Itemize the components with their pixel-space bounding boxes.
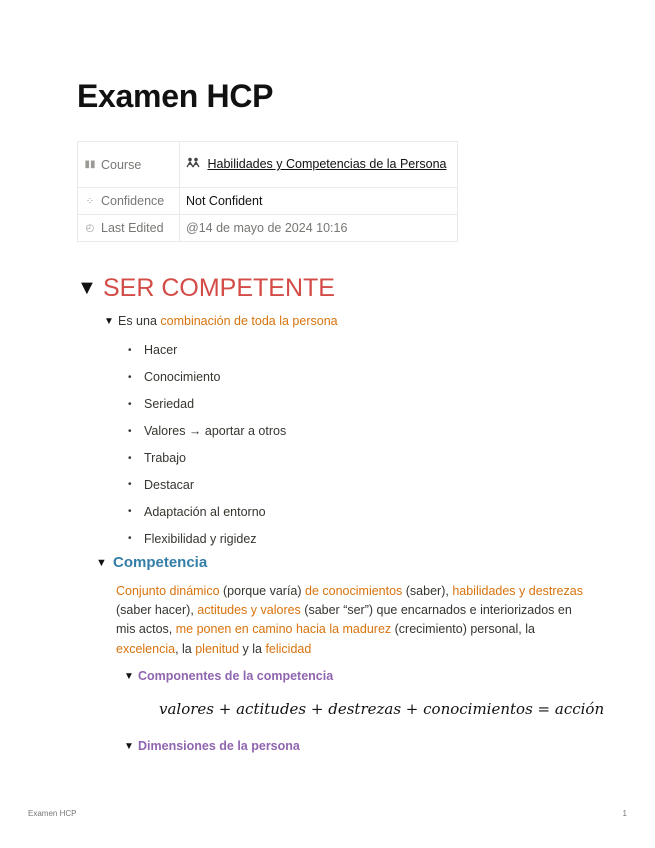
text-run: (saber hacer), — [116, 584, 587, 618]
page-number: 1 — [622, 809, 627, 818]
heading-text: Componentes de la competencia — [138, 669, 334, 683]
highlighted-text: habilidades y destrezas — [452, 584, 583, 598]
text-run: (porque varía) — [219, 584, 306, 598]
bullet-dot: • — [128, 452, 132, 464]
people-icon — [186, 157, 203, 171]
bullet-dot: • — [128, 533, 132, 545]
toggle-triangle-icon[interactable]: ▼ — [96, 556, 107, 569]
toggle-triangle-icon[interactable]: ▼ — [77, 277, 97, 299]
text-run: (crecimiento) personal, la — [391, 622, 539, 637]
confidence-value[interactable]: Not Confident — [186, 193, 263, 208]
text-run: y la — [239, 641, 266, 656]
book-icon: ▮▮ — [84, 159, 96, 170]
toggle-triangle-icon[interactable]: ▼ — [124, 740, 134, 752]
toggle-heading-dimensiones[interactable] — [124, 739, 300, 753]
toggle-heading-competencia[interactable] — [96, 554, 207, 571]
list-item — [126, 471, 286, 498]
highlighted-text: Conjunto dinámico — [116, 584, 220, 598]
list-item — [126, 525, 286, 552]
heading-text: SER COMPETENTE — [103, 274, 335, 302]
list-item-text: Hacer — [144, 343, 178, 358]
toggle-text: Es una — [118, 314, 161, 328]
highlighted-text: felicidad — [265, 641, 312, 656]
toggle-block[interactable] — [104, 314, 338, 328]
page-title: Examen HCP — [77, 78, 274, 114]
heading-text: Competencia — [113, 554, 208, 571]
text-run: , la — [175, 641, 196, 656]
list-item — [126, 498, 286, 525]
heading-text: Dimensiones de la persona — [138, 739, 300, 753]
bullet-dot: • — [128, 425, 132, 437]
formula: valores + actitudes + destrezas + conocimientos = acción — [159, 700, 605, 718]
property-row-last-edited — [78, 215, 458, 242]
footer-title: Examen HCP — [28, 809, 77, 818]
list-item-text: Trabajo — [144, 451, 186, 465]
highlighted-text: de conocimientos — [305, 584, 403, 598]
list-item — [126, 418, 286, 445]
bullet-dot: • — [128, 506, 132, 518]
list-item-text: Valores → aportar a otros — [144, 424, 287, 439]
bullet-list — [126, 337, 286, 552]
clock-icon: ◴ — [85, 222, 95, 234]
properties-table — [77, 141, 458, 242]
property-row-course — [78, 142, 458, 188]
list-item — [126, 391, 286, 418]
property-label: Course — [101, 157, 142, 172]
highlighted-text: me ponen en camino hacia la madurez — [175, 622, 392, 637]
list-item-text: Conocimiento — [144, 370, 221, 385]
property-label: Confidence — [101, 194, 165, 208]
highlighted-text: actitudes y valores — [197, 603, 301, 618]
toggle-heading-componentes[interactable] — [124, 669, 333, 683]
text-run: (saber), — [402, 584, 453, 598]
spinner-icon: ⁘ — [85, 195, 95, 207]
list-item-text: Seriedad — [144, 397, 195, 412]
competencia-paragraph — [116, 582, 586, 659]
highlighted-text: plenitud — [195, 641, 240, 656]
bullet-dot: • — [128, 344, 132, 356]
toggle-heading-ser-competente[interactable] — [77, 274, 335, 303]
bullet-dot: • — [128, 398, 132, 410]
toggle-highlight: combinación de toda la persona — [160, 314, 338, 328]
list-item-text: Destacar — [144, 477, 195, 492]
list-item-text: Flexibilidad y rigidez — [144, 531, 257, 546]
list-item-text: Adaptación al entorno — [144, 504, 266, 519]
property-label: Last Edited — [101, 221, 164, 235]
toggle-triangle-icon[interactable]: ▼ — [104, 315, 114, 327]
bullet-dot: • — [128, 371, 132, 383]
list-item — [126, 337, 286, 364]
list-item — [126, 445, 286, 472]
toggle-triangle-icon[interactable]: ▼ — [124, 670, 134, 682]
bullet-dot: • — [128, 479, 132, 491]
text-run: (saber “ser”) que encarnados e interiorizados en mis actos, — [116, 603, 576, 637]
last-edited-value: @14 de mayo de 2024 10:16 — [186, 220, 348, 235]
list-item — [126, 364, 286, 391]
course-link[interactable]: Habilidades y Competencias de la Persona — [207, 157, 447, 171]
property-row-confidence — [78, 188, 458, 215]
highlighted-text: excelencia — [116, 641, 176, 656]
